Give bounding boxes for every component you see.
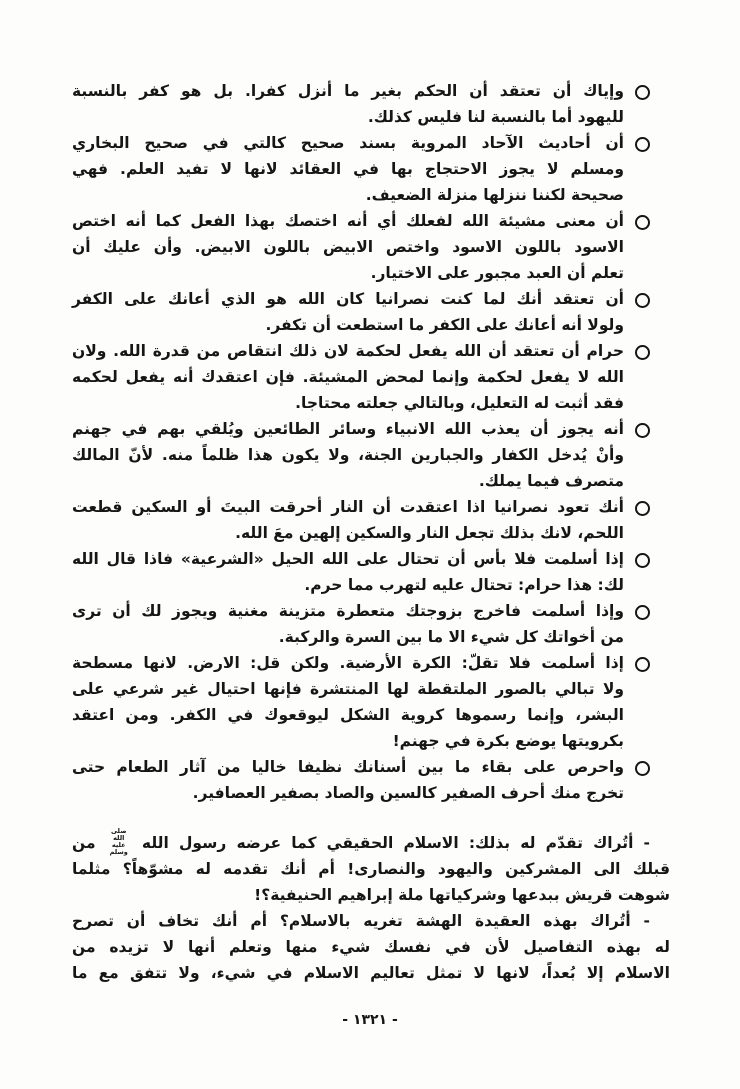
text-line: حرام أن تعتقد أن الله يفعل لحكمة لان ذلك انتقاص من قدرة الله. ولان xyxy=(72,342,624,360)
text-line: اللحم، لانك بذلك تجعل النار والسكين إلهين معَ الله. xyxy=(235,524,624,542)
text-line: تعلم أن العبد مجبور على الاختيار. xyxy=(370,264,624,282)
text-line: ومسلم لا يجوز الاحتجاج بها في العقائد لانها لا تفيد العلم. فهي xyxy=(72,160,624,178)
bullet-item xyxy=(72,78,670,130)
bullet-list xyxy=(72,78,670,806)
bullet-item xyxy=(72,598,670,650)
text-line: أنه يجوز أن يعذب الله الانبياء وسائر الطائعين ويُلقي بهم في جهنم xyxy=(72,420,624,438)
bullet-circle-icon xyxy=(635,293,650,308)
bullet-item xyxy=(72,494,670,546)
bullet-item xyxy=(72,416,670,494)
text-line: ولولا أنه أعانك على الكفر ما استطعت أن تكفر. xyxy=(265,316,624,334)
text-line: إذا أسلمت فلا بأس أن تحتال على الله الحيل «الشرعية» فاذا قال الله xyxy=(72,550,624,568)
page-number: - ١٣٢١ - xyxy=(342,1012,398,1028)
text-line: من أخواتك كل شيء الا ما بين السرة والركبة. xyxy=(278,628,624,646)
bullet-item xyxy=(72,286,670,338)
bullet-item xyxy=(72,546,670,598)
bullet-item xyxy=(72,650,670,754)
text-line: شوهت قريش ببدعها وشركياتها ملة إبراهيم الحنيفية؟! xyxy=(254,886,670,904)
text-segment: من xyxy=(72,834,96,852)
bullet-circle-icon xyxy=(635,215,650,230)
text-line: قبلك الى المشركين واليهود والنصارى! أم أنك تقدمه له مشوّهاً؟ مثلما xyxy=(72,860,670,878)
text-line: إذا أسلمت فلا تقلّ: الكرة الأرضية. ولكن قل: الارض. لانها مسطحة xyxy=(72,654,624,672)
text-line: لك: هذا حرام: تحتال عليه لتهرب مما حرم. xyxy=(304,576,624,594)
sallallahu-alayhi-wasallam-icon: صلى الله عليه وسلم xyxy=(109,827,128,856)
bullet-item xyxy=(72,338,670,416)
closing-paragraphs xyxy=(72,828,670,986)
bullet-item xyxy=(72,208,670,286)
text-line: صحيحة لكننا ننزلها منزلة الضعيف. xyxy=(365,186,624,204)
text-line: أن معنى مشيئة الله لفعلك أي أنه اختصك بهذا الفعل كما أنه اختص xyxy=(72,212,624,230)
closing-paragraph xyxy=(72,828,670,908)
text-line: البشر، وإنما رسموها كروية الشكل ليوقعوك في الكفر. ومن اعتقد xyxy=(72,706,624,724)
text-line: بكرويتها يوضع بكرة في جهنم! xyxy=(392,732,624,750)
bullet-circle-icon xyxy=(635,501,650,516)
text-line: - أتُراك بهذه العقيدة الهشة تغريه بالاسلام؟ أم أنك تخاف أن تصرح xyxy=(72,912,650,930)
text-line: أن تعتقد أنك لما كنت نصرانيا كان الله هو الذي أعانك على الكفر xyxy=(72,290,624,308)
bullet-circle-icon xyxy=(635,423,650,438)
text-line: متصرف فيما يملك. xyxy=(478,472,624,490)
bullet-circle-icon xyxy=(635,345,650,360)
text-line xyxy=(72,828,670,856)
text-line: الاسلام إلا بُعداً، لانها لا تمثل تعاليم الاسلام في شيء، ولا تتفق مع ما xyxy=(72,964,670,982)
text-line: تخرج منك أحرف الصفير كالسين والصاد بصفير العصافير. xyxy=(192,784,624,802)
text-line: وإياك أن تعتقد أن الحكم بغير ما أنزل كفرا. بل هو كفر بالنسبة xyxy=(72,82,624,100)
bullet-circle-icon xyxy=(635,137,650,152)
text-line: لليهود أما بالنسبة لنا فليس كذلك. xyxy=(367,108,624,126)
page-content xyxy=(72,78,670,986)
bullet-circle-icon xyxy=(635,553,650,568)
text-line: أنك تعود نصرانيا اذا اعتقدت أن النار أحرقت البيتَ أو السكين قطعت xyxy=(72,498,624,516)
bullet-circle-icon xyxy=(635,605,650,620)
text-line: له بهذه التفاصيل لأن في نفسك شيء منها وتعلم أنها لا تزيده من xyxy=(72,938,670,956)
bullet-circle-icon xyxy=(635,85,650,100)
bullet-item xyxy=(72,754,670,806)
text-line: وإذا أسلمت فاخرج بزوجتك متعطرة متزينة مغنية ويجوز لك أن ترى xyxy=(72,602,624,620)
page-footer xyxy=(0,1012,740,1028)
text-line: الله لا يفعل لحكمة وإنما لمحض المشيئة. فإن اعتقدك أنه يفعل لحكمه xyxy=(72,368,624,386)
text-line: أن أحاديث الآحاد المروية بسند صحيح كالتي في صحيح البخاري xyxy=(72,134,624,152)
text-segment: - أتُراك تقدّم له بذلك: الاسلام الحقيقي كما عرضه رسول الله xyxy=(141,834,650,852)
text-line: واحرص على بقاء ما بين أسنانك نظيفا خاليا من آثار الطعام حتى xyxy=(72,758,624,776)
bullet-item xyxy=(72,130,670,208)
bullet-circle-icon xyxy=(635,657,650,672)
closing-paragraph xyxy=(72,908,670,986)
bullet-circle-icon xyxy=(635,761,650,776)
text-line: الاسود باللون الاسود واختص الابيض باللون الابيض. وأن عليك أن xyxy=(72,238,624,256)
text-line: ولا تبالي بالصور الملتقطة لها المنتشرة فإنها احتيال غير شرعي على xyxy=(72,680,624,698)
text-line: وأنْ يُدخل الكفار والجبارين الجنة، ولا يكون هذا ظلماً منه. لأنّ المالك xyxy=(72,446,624,464)
text-line: فقد أثبت له التعليل، وبالتالي جعلته محتاجا. xyxy=(295,394,624,412)
